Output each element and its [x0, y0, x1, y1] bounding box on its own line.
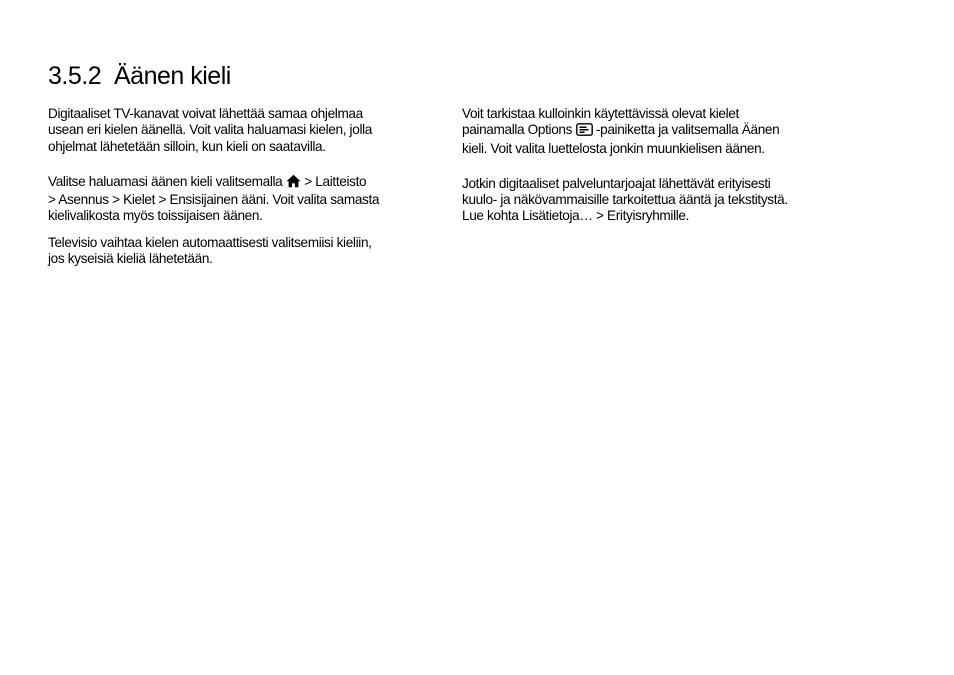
text-segment: Valitse haluamasi äänen kieli valitsemalla — [48, 173, 283, 189]
text-line: Voit tarkistaa kulloinkin käytettävissä olevat kielet — [462, 106, 739, 121]
paragraph-special-services — [462, 176, 854, 225]
section-title: Äänen kieli — [114, 62, 231, 90]
text-line — [462, 122, 854, 140]
text-line — [48, 174, 440, 192]
text-line: Lue kohta Lisätietoja… > Erityisryhmille. — [462, 208, 690, 224]
text-line: ohjelmat lähetetään silloin, kun kieli on saatavilla. — [48, 138, 326, 154]
text-line: Jotkin digitaaliset palveluntarjoajat lähettävät erityisesti — [462, 175, 771, 191]
paragraph-options — [462, 106, 854, 157]
text-line: kieli. Voit valita luettelosta jonkin muunkielisen äänen. — [462, 140, 765, 156]
text-line: kielivalikosta myös toissijaisen äänen. — [48, 208, 263, 224]
page-title — [48, 60, 231, 92]
left-column — [48, 106, 440, 267]
paragraph-instructions — [48, 174, 440, 225]
text-segment: -painiketta ja valitsemalla Äänen — [595, 122, 780, 138]
text-line: jos kyseisiä kieliä lähetetään. — [48, 251, 213, 267]
text-line: usean eri kielen äänellä. Voit valita haluamasi kielen, jolla — [48, 122, 372, 138]
text-segment: painamalla Options — [462, 122, 573, 138]
text-segment: > Laitteisto — [304, 173, 367, 189]
text-line: > Asennus > Kielet > Ensisijainen ääni. Voit valita samasta — [48, 192, 380, 208]
paragraph-auto-language — [48, 235, 440, 268]
home-icon — [286, 174, 301, 192]
paragraph-intro — [48, 106, 440, 155]
right-column — [462, 106, 854, 225]
text-line: Televisio vaihtaa kielen automaattisesti valitsemiisi kieliin, — [48, 234, 372, 250]
text-line: kuulo- ja näkövammaisille tarkoitettua ääntä ja tekstitystä. — [462, 192, 788, 208]
section-number: 3.5.2 — [48, 62, 102, 90]
options-icon — [576, 123, 593, 140]
text-line: Digitaaliset TV-kanavat voivat lähettää samaa ohjelmaa — [48, 106, 363, 121]
